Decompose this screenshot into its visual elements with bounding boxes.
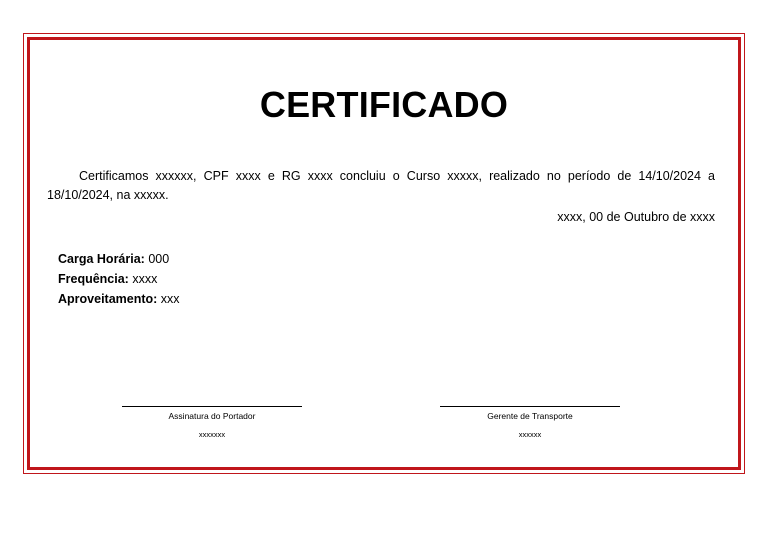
signature-role-portador: Assinatura do Portador	[168, 411, 256, 421]
frequencia-label: Frequência:	[58, 272, 129, 286]
signature-block-portador	[122, 406, 302, 440]
carga-horaria-row	[58, 249, 180, 269]
signature-name-portador: xxxxxxx	[198, 430, 226, 439]
certificate-title: CERTIFICADO	[259, 84, 509, 125]
aproveitamento-value: xxx	[157, 292, 180, 306]
carga-horaria-value: 000	[144, 252, 170, 266]
frequencia-row	[58, 269, 180, 289]
carga-horaria-label: Carga Horária:	[58, 252, 145, 266]
signature-name-gerente: xxxxxx	[518, 430, 542, 439]
aproveitamento-label: Aproveitamento:	[58, 292, 158, 306]
certificate-body: Certificamos xxxxxx, CPF xxxx e RG xxxx concluiu o Curso xxxxx, realizado no período de 14/10/2024 a 18/10/2024, na xxxxx.	[47, 169, 715, 202]
frequencia-value: xxxx	[128, 272, 158, 286]
signature-line-gerente	[440, 406, 620, 407]
signature-block-gerente	[440, 406, 620, 440]
certificate-date: xxxx, 00 de Outubro de xxxx	[557, 210, 715, 224]
signature-line-portador	[122, 406, 302, 407]
certificate-info	[58, 249, 180, 309]
aproveitamento-row	[58, 289, 180, 309]
signature-role-gerente: Gerente de Transporte	[487, 411, 573, 421]
